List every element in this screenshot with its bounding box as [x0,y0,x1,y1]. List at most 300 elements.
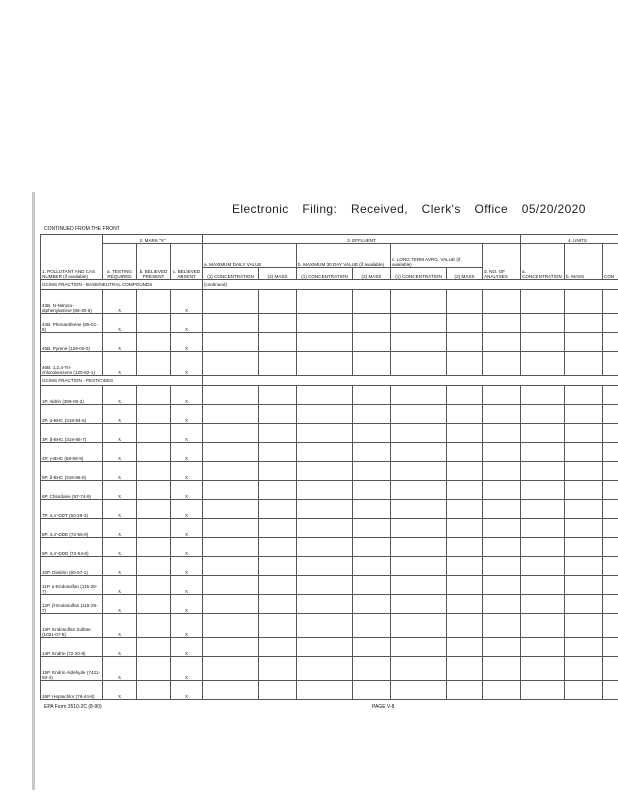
value-cell [297,333,353,352]
value-cell [203,333,259,352]
pollutant-table [40,234,618,700]
value-cell [391,557,447,576]
believed-absent-mark: X [171,290,203,314]
value-cell [603,314,618,333]
value-cell [447,290,483,314]
believed-absent-mark: X [171,657,203,681]
value-cell [259,614,297,638]
value-cell [447,462,483,481]
pollutant-name: 2P. α-BHC (319-84-6) [41,405,103,424]
pollutant-name: 44B. Phenanthrene (85-01-8) [41,314,103,333]
believed-absent-mark: X [171,352,203,376]
value-cell [203,386,259,405]
value-cell [203,538,259,557]
believed-absent-mark: X [171,500,203,519]
testing-required-mark: X [103,538,137,557]
believed-present-mark [137,462,171,481]
value-cell [565,424,603,443]
value-cell [483,538,521,557]
value-cell [483,443,521,462]
testing-required-mark: X [103,462,137,481]
table-row [41,443,618,462]
value-cell [297,614,353,638]
value-cell [353,386,391,405]
table-row [41,481,618,500]
testing-required-mark: X [103,638,137,657]
value-cell [297,500,353,519]
value-cell [259,405,297,424]
believed-absent-mark: X [171,462,203,481]
believed-absent-mark: X [171,595,203,614]
value-cell [565,638,603,657]
value-cell [297,576,353,595]
pollutant-name: 9P. 4,4'-DDD (72-54-8) [41,538,103,557]
value-cell [483,333,521,352]
page-number: PAGE V-8 [372,704,395,710]
value-cell [259,519,297,538]
value-cell [297,638,353,657]
pollutant-name: 6P. Chlordane (57-74-9) [41,481,103,500]
believed-present-mark [137,290,171,314]
believed-absent-mark: X [171,538,203,557]
long-term-header: c. LONG TERM AVRG. VALUE (if available) [391,244,483,268]
value-cell [259,638,297,657]
table-row [41,519,618,538]
value-cell [391,681,447,700]
continued-note: CONTINUED FROM THE FRONT [44,226,120,232]
value-cell [259,657,297,681]
value-cell [259,443,297,462]
table-row [41,538,618,557]
value-cell [259,290,297,314]
value-cell [447,405,483,424]
believed-present-mark [137,386,171,405]
value-cell [603,519,618,538]
value-cell [203,352,259,376]
value-cell [521,681,565,700]
testing-required-mark: X [103,443,137,462]
value-cell [203,314,259,333]
value-cell [297,405,353,424]
value-cell [521,443,565,462]
value-cell [483,500,521,519]
pollutant-name: 1P. Aldrin (309-00-2) [41,386,103,405]
value-cell [447,576,483,595]
table-row [41,405,618,424]
value-cell [565,576,603,595]
value-cell [521,500,565,519]
value-cell [447,314,483,333]
value-cell [521,405,565,424]
value-cell [521,538,565,557]
value-cell [603,386,618,405]
value-cell [483,290,521,314]
value-cell [259,595,297,614]
value-cell [603,638,618,657]
value-cell [447,352,483,376]
value-cell [353,557,391,576]
value-cell [483,614,521,638]
pollutant-name: 4P. γ-BHC (58-89-9) [41,443,103,462]
believed-absent-mark: X [171,443,203,462]
value-cell [483,314,521,333]
form-sheet [40,234,618,700]
table-row [41,352,618,376]
value-cell [603,557,618,576]
testing-required-mark: X [103,314,137,333]
section-extra [203,376,618,386]
value-cell [447,595,483,614]
value-cell [603,462,618,481]
believed-present-mark [137,352,171,376]
value-cell [391,333,447,352]
pollutant-name: 7P. 4,4'-DDT (50-29-3) [41,500,103,519]
believed-absent-mark: X [171,519,203,538]
table-row [41,333,618,352]
value-cell [565,538,603,557]
pollutant-name: 14P. Endrin (72-20-8) [41,638,103,657]
max-daily-header: a. MAXIMUM DAILY VALUE [203,244,297,268]
value-cell [565,595,603,614]
believed-present-mark [137,595,171,614]
believed-present-mark [137,500,171,519]
believed-absent-mark: X [171,424,203,443]
value-cell [353,576,391,595]
value-cell [297,386,353,405]
value-cell [483,386,521,405]
value-cell [483,681,521,700]
filing-stamp: Electronic Filing: Received, Clerk's Office 05/20/2020 [232,202,586,216]
longterm-mass-header: (2) MASS [447,268,483,280]
value-cell [521,657,565,681]
believed-absent-mark: X [171,481,203,500]
value-cell [447,386,483,405]
section-row [41,376,618,386]
value-cell [447,500,483,519]
value-cell [203,424,259,443]
believed-present-header: b. BELIEVED PRESENT [137,244,171,280]
value-cell [603,424,618,443]
form-number: EPA Form 3510-2C (8-90) [44,704,102,710]
value-cell [203,595,259,614]
believed-present-mark [137,557,171,576]
value-cell [565,614,603,638]
testing-required-header: a. TESTING REQUIRED [103,244,137,280]
value-cell [353,681,391,700]
pollutant-name: 5P. δ-BHC (319-86-8) [41,462,103,481]
value-cell [447,519,483,538]
value-cell [565,333,603,352]
section-row [41,280,618,290]
value-cell [521,519,565,538]
value-cell [353,500,391,519]
max-daily-mass-header: (2) MASS [259,268,297,280]
testing-required-mark: X [103,386,137,405]
value-cell [391,595,447,614]
value-cell [391,290,447,314]
value-cell [203,290,259,314]
table-row [41,595,618,614]
value-cell [203,405,259,424]
testing-required-mark: X [103,576,137,595]
testing-required-mark: X [103,352,137,376]
cutoff-header: CON [603,244,618,280]
value-cell [353,333,391,352]
value-cell [521,614,565,638]
value-cell [297,290,353,314]
value-cell [297,443,353,462]
value-cell [297,352,353,376]
value-cell [483,481,521,500]
pollutant-name: 43B. N-Nitroso-diphenylamine (86-30-6) [41,290,103,314]
value-cell [391,462,447,481]
section-extra: (continued) [203,280,618,290]
value-cell [203,638,259,657]
value-cell [353,614,391,638]
value-cell [297,424,353,443]
value-cell [603,614,618,638]
believed-present-mark [137,519,171,538]
value-cell [391,519,447,538]
value-cell [521,314,565,333]
believed-present-mark [137,424,171,443]
value-cell [603,538,618,557]
value-cell [603,443,618,462]
value-cell [447,333,483,352]
value-cell [353,314,391,333]
value-cell [203,481,259,500]
believed-present-mark [137,333,171,352]
value-cell [521,638,565,657]
value-cell [565,386,603,405]
value-cell [353,462,391,481]
max30-mass-header: (2) MASS [353,268,391,280]
value-cell [297,538,353,557]
value-cell [353,538,391,557]
value-cell [259,538,297,557]
table-row [41,614,618,638]
testing-required-mark: X [103,614,137,638]
believed-present-mark [137,576,171,595]
table-row [41,681,618,700]
value-cell [259,500,297,519]
believed-present-mark [137,538,171,557]
value-cell [391,405,447,424]
value-cell [483,352,521,376]
value-cell [353,657,391,681]
value-cell [483,557,521,576]
value-cell [521,462,565,481]
value-cell [447,638,483,657]
value-cell [391,443,447,462]
value-cell [483,595,521,614]
table-row [41,290,618,314]
value-cell [565,462,603,481]
value-cell [203,443,259,462]
value-cell [203,614,259,638]
scan-margin-bar [32,192,35,790]
value-cell [203,500,259,519]
value-cell [391,614,447,638]
value-cell [297,314,353,333]
testing-required-mark: X [103,290,137,314]
value-cell [521,481,565,500]
value-cell [259,481,297,500]
value-cell [259,576,297,595]
table-header [41,235,618,280]
value-cell [603,405,618,424]
value-cell [521,333,565,352]
units-mass-header: b. MASS [565,244,603,280]
value-cell [565,519,603,538]
believed-absent-mark: X [171,681,203,700]
max-30day-header: b. MAXIMUM 30 DAY VALUE (if available) [297,244,391,268]
value-cell [483,657,521,681]
section-label: GC/MS FRACTION - PESTICIDES [41,376,203,386]
believed-present-mark [137,443,171,462]
value-cell [391,386,447,405]
value-cell [259,557,297,576]
pollutant-header: 1. POLLUTANT AND CAS NUMBER (if available) [41,235,103,280]
value-cell [353,352,391,376]
value-cell [203,681,259,700]
value-cell [259,386,297,405]
believed-present-mark [137,314,171,333]
mark-x-header: 2. MARK "X" [103,235,203,244]
believed-absent-mark: X [171,638,203,657]
value-cell [353,290,391,314]
num-analyses-header: d. NO. OF ANALYSES [483,244,521,280]
value-cell [391,638,447,657]
believed-present-mark [137,681,171,700]
max-daily-conc-header: (1) CONCENTRATION [203,268,259,280]
table-row [41,557,618,576]
believed-absent-mark: X [171,614,203,638]
testing-required-mark: X [103,519,137,538]
testing-required-mark: X [103,657,137,681]
value-cell [521,557,565,576]
value-cell [483,519,521,538]
testing-required-mark: X [103,333,137,352]
value-cell [391,500,447,519]
value-cell [447,538,483,557]
value-cell [203,462,259,481]
value-cell [565,290,603,314]
value-cell [603,500,618,519]
units-concentration-header: a. CONCENTRATION [521,244,565,280]
pollutant-name: 46B. 1,2,4-Tri-chlorobenzene (120-82-1) [41,352,103,376]
believed-absent-mark: X [171,386,203,405]
max30-conc-header: (1) CONCENTRATION [297,268,353,280]
value-cell [297,519,353,538]
table-row [41,462,618,481]
testing-required-mark: X [103,424,137,443]
value-cell [297,557,353,576]
value-cell [565,352,603,376]
value-cell [259,314,297,333]
value-cell [391,576,447,595]
value-cell [565,314,603,333]
value-cell [565,405,603,424]
believed-absent-mark: X [171,333,203,352]
testing-required-mark: X [103,557,137,576]
value-cell [353,519,391,538]
table-row [41,424,618,443]
value-cell [203,557,259,576]
believed-present-mark [137,405,171,424]
value-cell [521,576,565,595]
value-cell [603,352,618,376]
value-cell [391,424,447,443]
believed-absent-mark: X [171,576,203,595]
table-body [41,280,618,700]
effluent-header: 3. EFFLUENT [203,235,521,244]
value-cell [483,462,521,481]
value-cell [483,424,521,443]
value-cell [603,481,618,500]
value-cell [521,386,565,405]
table-row [41,638,618,657]
pollutant-name: 16P. Heptachlor (76-44-8) [41,681,103,700]
value-cell [259,333,297,352]
longterm-conc-header: (1) CONCENTRATION [391,268,447,280]
value-cell [447,657,483,681]
value-cell [391,538,447,557]
value-cell [203,519,259,538]
value-cell [297,681,353,700]
value-cell [259,352,297,376]
believed-present-mark [137,657,171,681]
value-cell [603,333,618,352]
pollutant-name: 3P. β-BHC (319-85-7) [41,424,103,443]
value-cell [603,576,618,595]
value-cell [565,657,603,681]
value-cell [353,481,391,500]
value-cell [297,657,353,681]
table-row [41,657,618,681]
value-cell [447,557,483,576]
value-cell [353,638,391,657]
value-cell [603,681,618,700]
value-cell [483,405,521,424]
value-cell [297,481,353,500]
value-cell [521,595,565,614]
value-cell [447,443,483,462]
value-cell [353,424,391,443]
value-cell [259,424,297,443]
believed-present-mark [137,614,171,638]
value-cell [391,481,447,500]
pollutant-name: 12P. β-Endosulfan (115-29-7) [41,595,103,614]
value-cell [483,576,521,595]
testing-required-mark: X [103,405,137,424]
believed-absent-mark: X [171,314,203,333]
value-cell [521,424,565,443]
testing-required-mark: X [103,595,137,614]
value-cell [447,481,483,500]
value-cell [565,557,603,576]
value-cell [259,462,297,481]
believed-absent-header: c. BELIEVED ABSENT [171,244,203,280]
value-cell [447,681,483,700]
value-cell [483,638,521,657]
pollutant-name: 15P. Endrin Aldehyde (7421-93-4) [41,657,103,681]
value-cell [297,595,353,614]
believed-absent-mark: X [171,405,203,424]
pollutant-name: 8P. 4,4'-DDE (72-55-9) [41,519,103,538]
value-cell [603,290,618,314]
value-cell [447,614,483,638]
